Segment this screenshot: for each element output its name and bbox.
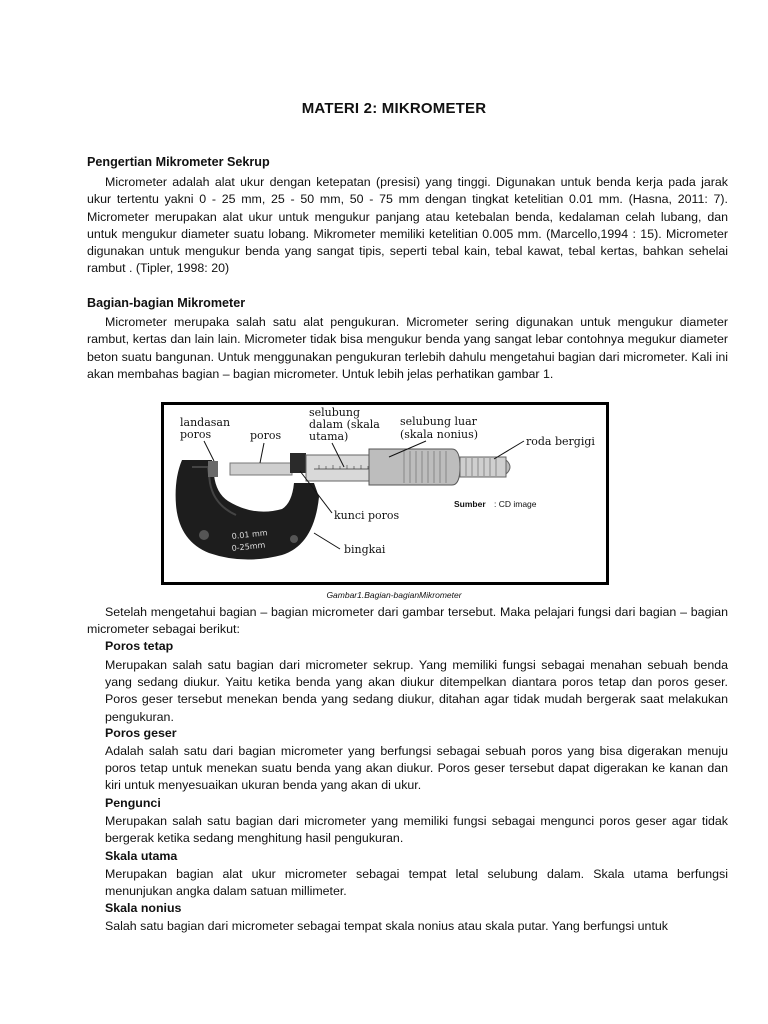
- paragraph-bagian: [87, 314, 728, 383]
- label-landasan-2: poros: [180, 428, 212, 441]
- part-text-poros-tetap: Merupakan salah satu bagian dari micrometer sekrup. Yang memiliki fungsi sebagai menahan sebuah benda yang sedang diukur. Yaitu ketika benda yang akan diukur ditempelkan diantara poros tetap dan poros geser. Poros geser tersebut menekan benda yang sedang diukur, ditahan agar tidak mudah bergerak saat melakukan pengukuran.: [105, 658, 728, 724]
- part-heading-pengunci: Pengunci: [105, 796, 161, 810]
- part-heading-skala-nonius: Skala nonius: [105, 901, 182, 915]
- frame-screw-icon: [199, 530, 209, 540]
- paragraph-setelah: [87, 604, 728, 639]
- paragraph-pengertian: [87, 174, 728, 278]
- micrometer-illustration: [164, 405, 606, 582]
- spindle-shape: [230, 463, 292, 475]
- section-heading-bagian: Bagian-bagian Mikrometer: [87, 296, 246, 310]
- source-label: Sumber: [454, 499, 486, 509]
- part-heading-skala-utama: Skala utama: [105, 849, 178, 863]
- paragraph-pengertian-text: Micrometer adalah alat ukur dengan ketepatan (presisi) yang tinggi. Digunakan untuk benda kerja pada jarak ukur tertentu yakni 0 - 25 mm, 25 - 50 mm, 50 - 75 mm dengan tingkat ketelitian 0.01 mm. (Hasna, 2011: 7). Micrometer merupakan alat ukur untuk mengukur panjang atau ketebalan benda, kedalaman celah lubang, dan untuk mengukur diameter suatu lobang. Mikrometer memiliki ketelitian 0.005 mm. (Marcello,1994 : 15). Micrometer digunakan untuk mengukur benda yang sangat tipis, seperti tebal kain, tebal kawat, tebal kertas, bahkan sehelai rambut . (Tipler, 1998: 20): [87, 175, 728, 276]
- paragraph-bagian-text: Micrometer merupaka salah satu alat pengukuran. Micrometer sering digunakan untuk mengukur diameter rambut, kertas dan lain lain. Micrometer tidak bisa mengukur benda yang sangat lebar contohnya megukur diameter beton suatu bangunan. Untuk menggunakan pengukuran terlebih dahulu mengetahui bagian dari micrometer. Kali ini akan membahas bagian – bagian micrometer. Untuk lebih jelas perhatikan gambar 1.: [87, 315, 728, 381]
- label-selubung-luar-1: selubung luar: [400, 415, 477, 428]
- part-text-skala-utama: Merupakan bagian alat ukur micrometer sebagai tempat letal selubung dalam. Skala utama berfungsi menunjukan angka dalam satuan millimeter.: [105, 867, 728, 899]
- part-text-poros-geser: Adalah salah satu dari bagian micrometer yang berfungsi sebagai sebuah poros yang bisa digerakan menuju poros tetap untuk menekan suatu benda yang akan diukur. Poros geser tersebut dapat digerakan ke kanan dan kiri untuk menyesuaikan ukuran benda yang akan di ukur.: [105, 744, 728, 793]
- lock-shape: [290, 453, 306, 473]
- paragraph-setelah-text: Setelah mengetahui bagian – bagian micrometer dari gambar tersebut. Maka pelajari fungsi dari bagian – bagian micrometer sebagai berikut:: [87, 605, 728, 637]
- page-title: MATERI 2: MIKROMETER: [301, 100, 487, 117]
- part-heading-poros-geser: Poros geser: [105, 726, 177, 740]
- part-heading-poros-tetap: Poros tetap: [105, 639, 174, 653]
- label-landasan-1: landasan: [180, 416, 231, 429]
- label-selubung-dalam-3: utama): [309, 430, 349, 443]
- label-poros: poros: [250, 429, 282, 442]
- part-text-pengunci: Merupakan salah satu bagian dari micrometer yang memiliki fungsi sebagai mengunci poros geser agar tidak bergerak ketika sedang menghitung hasil pengukuran.: [105, 814, 728, 846]
- label-bingkai: bingkai: [344, 543, 386, 556]
- frame-text-accuracy: 0.01 mm: [231, 528, 268, 541]
- ratchet-shape: [460, 457, 506, 477]
- label-kunci-poros: kunci poros: [334, 509, 400, 522]
- micrometer-figure: [161, 402, 609, 585]
- section-heading-pengertian: Pengertian Mikrometer Sekrup: [87, 155, 270, 169]
- part-text-skala-nonius: Salah satu bagian dari micrometer sebagai tempat skala nonius atau skala putar. Yang berfungsi untuk: [105, 919, 668, 933]
- label-selubung-dalam-2: dalam (skala: [309, 418, 380, 431]
- anvil-shape: [208, 461, 218, 477]
- label-roda-bergigi: roda bergigi: [526, 435, 595, 448]
- frame-text-range: 0-25mm: [231, 540, 266, 553]
- sleeve-shape: [306, 455, 376, 481]
- source-value: : CD image: [494, 499, 537, 509]
- label-selubung-luar-2: (skala nonius): [400, 428, 479, 441]
- label-selubung-dalam-1: selubung: [309, 406, 361, 419]
- figure-caption: Gambar1.Bagian-bagianMikrometer: [326, 590, 462, 600]
